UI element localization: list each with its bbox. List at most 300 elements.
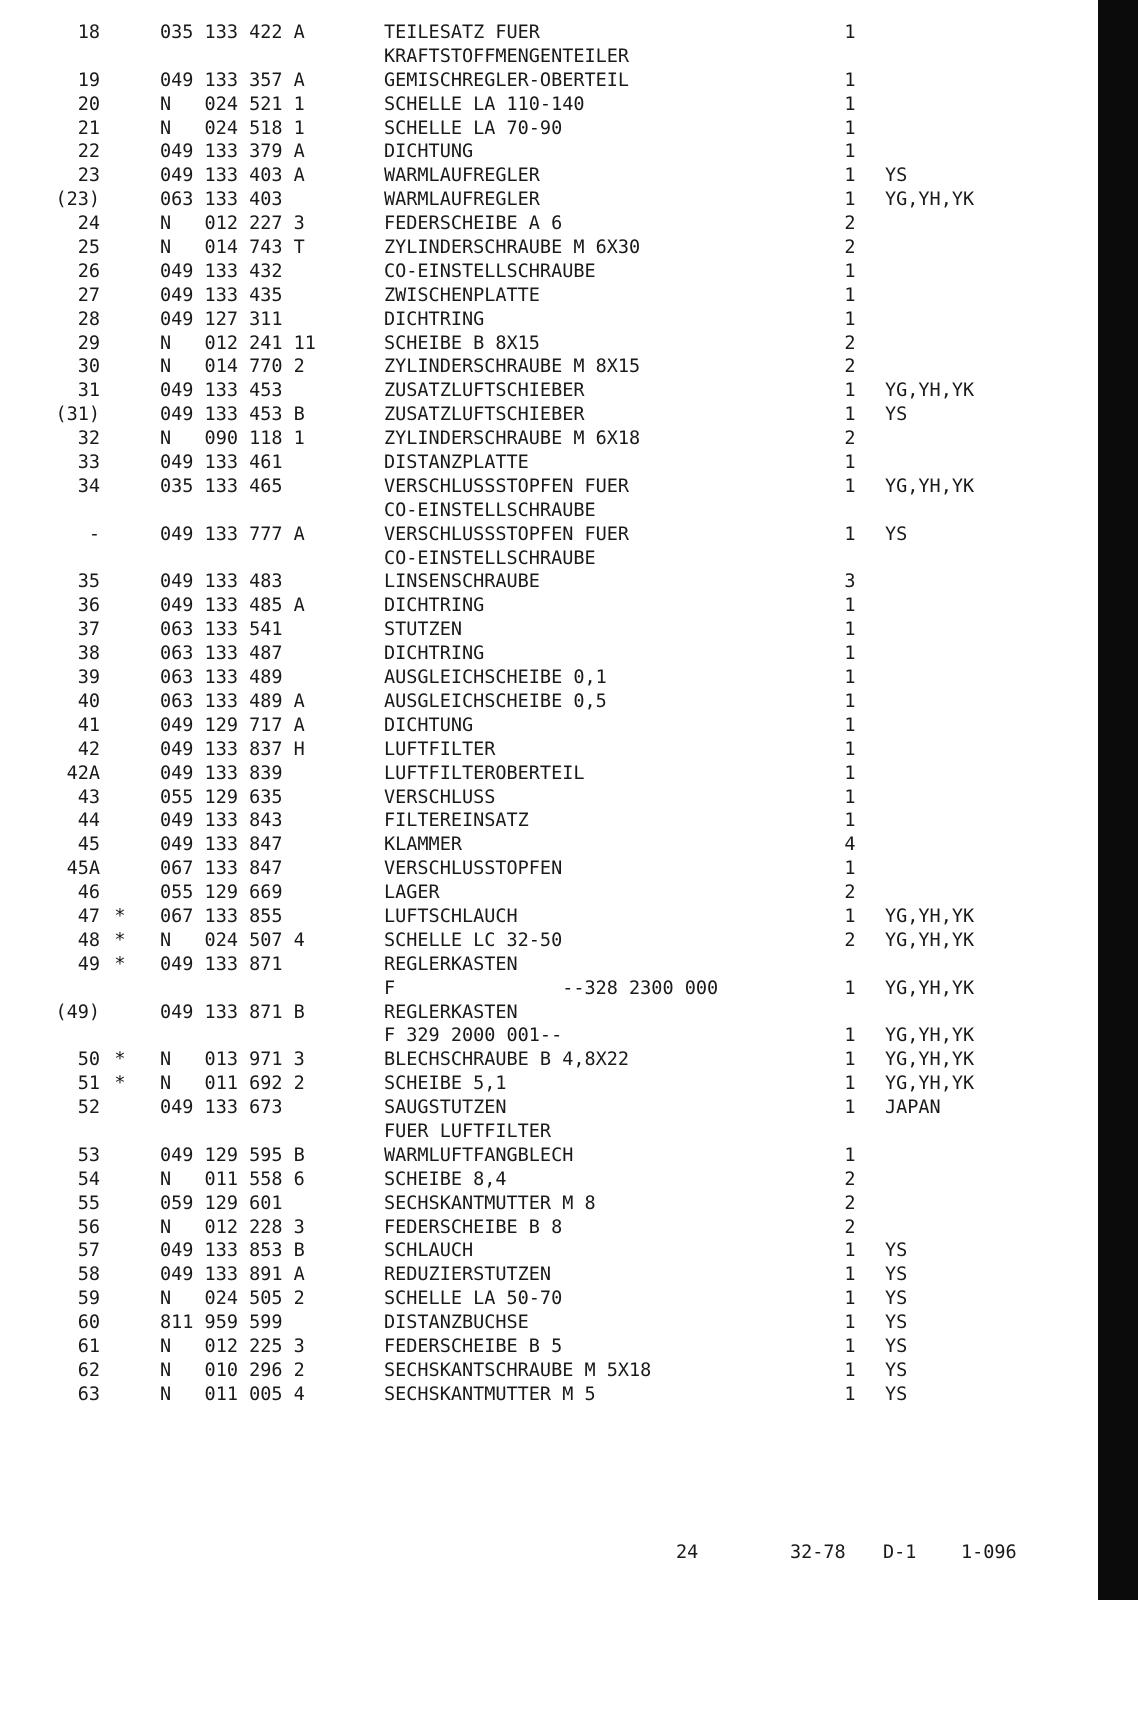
ref-number: (23) [55,189,100,211]
ref-number: 31 [77,380,100,402]
description: AUSGLEICHSCHEIBE 0,1 [384,667,607,689]
quantity: 1 [844,1240,856,1262]
table-row [0,714,1098,738]
quantity: 1 [844,595,856,617]
ref-number: 62 [77,1359,100,1381]
table-row [0,1311,1098,1335]
table-row [0,738,1098,762]
description: REDUZIERSTUTZEN [384,1264,552,1286]
ref-number: 22 [77,141,100,163]
part-number: 063 133 487 [160,643,283,665]
description: KRAFTSTOFFMENGENTEILER [384,45,630,67]
remark: YS [885,1335,908,1357]
remark: YG,YH,YK [885,189,975,211]
remark: YG,YH,YK [885,475,975,497]
part-number: N 024 518 1 [160,117,305,139]
part-number: 055 129 635 [160,786,283,808]
quantity: 1 [844,1144,856,1166]
remark: YG,YH,YK [885,1073,975,1095]
quantity: 1 [844,1097,856,1119]
table-row [0,427,1098,451]
ref-number: 57 [77,1240,100,1262]
ref-number: 32 [77,428,100,450]
part-number: 049 133 403 A [160,165,305,187]
ref-number: 27 [77,284,100,306]
description: DISTANZBUCHSE [384,1312,529,1334]
quantity: 1 [844,475,856,497]
description: ZYLINDERSCHRAUBE M 8X15 [384,356,641,378]
issue-date: 32-78 [790,1542,846,1563]
quantity: 2 [844,1216,856,1238]
part-number: N 024 521 1 [160,93,305,115]
description: SECHSKANTSCHRAUBE M 5X18 [384,1359,652,1381]
section-code: D-1 [883,1542,917,1563]
remark: YG,YH,YK [885,977,975,999]
ref-number: 42A [66,762,100,784]
quantity: 2 [844,929,856,951]
description: STUTZEN [384,619,462,641]
part-number: 049 133 673 [160,1097,283,1119]
ref-number: 47 [77,905,100,927]
remark: YS [885,1383,908,1405]
description: SCHEIBE 5,1 [384,1073,507,1095]
description: TEILESATZ FUER [384,22,540,43]
table-row [0,929,1098,953]
table-row [0,451,1098,475]
quantity: 1 [844,69,856,91]
ref-number: 54 [77,1168,100,1190]
quantity: 1 [844,643,856,665]
table-row [0,21,1098,45]
ref-number: 52 [77,1097,100,1119]
remark: YS [885,1240,908,1262]
remark: YG,YH,YK [885,380,975,402]
description: CO-EINSTELLSCHRAUBE [384,547,596,569]
remark: JAPAN [885,1097,941,1119]
part-number: 049 133 847 [160,834,283,856]
ref-number: 63 [77,1383,100,1405]
table-row [0,164,1098,188]
quantity: 1 [844,690,856,712]
quantity: 1 [844,380,856,402]
description: VERSCHLUSSSTOPFEN FUER [384,523,630,545]
description: FEDERSCHEIBE B 8 [384,1216,563,1238]
description: VERSCHLUSS [384,786,496,808]
quantity: 1 [844,189,856,211]
description: SCHELLE LC 32-50 [384,929,563,951]
description: KLAMMER [384,834,462,856]
part-number: 049 133 432 [160,260,283,282]
description: ZYLINDERSCHRAUBE M 6X18 [384,428,641,450]
table-row [0,1263,1098,1287]
table-row [0,1216,1098,1240]
remark: YS [885,404,908,426]
quantity: 1 [844,858,856,880]
part-number: 059 129 601 [160,1192,283,1214]
part-number: N 024 507 4 [160,929,305,951]
description: SCHLAUCH [384,1240,474,1262]
description: F --328 2300 000 [384,977,719,999]
part-number: 049 133 379 A [160,141,305,163]
ref-number: 50 [77,1049,100,1071]
part-number: 063 133 541 [160,619,283,641]
table-row [0,523,1098,547]
ref-number: 29 [77,332,100,354]
description: ZUSATZLUFTSCHIEBER [384,404,585,426]
part-number: 049 133 453 [160,380,283,402]
description: ZUSATZLUFTSCHIEBER [384,380,585,402]
quantity: 1 [844,1312,856,1334]
quantity: 1 [844,738,856,760]
table-row [0,355,1098,379]
description: REGLERKASTEN [384,953,518,975]
description: DISTANZPLATTE [384,452,529,474]
quantity: 1 [844,905,856,927]
description: SCHEIBE 8,4 [384,1168,507,1190]
part-number: 049 133 891 A [160,1264,305,1286]
remark: YG,YH,YK [885,1049,975,1071]
part-number: 049 133 837 H [160,738,305,760]
quantity: 1 [844,260,856,282]
quantity: 2 [844,213,856,235]
part-number: N 011 692 2 [160,1073,305,1095]
quantity: 2 [844,1192,856,1214]
part-number: 049 133 843 [160,810,283,832]
description: DICHTUNG [384,714,474,736]
table-row [0,403,1098,427]
ref-number: 28 [77,308,100,330]
part-number: 049 133 357 A [160,69,305,91]
ref-number: 21 [77,117,100,139]
ref-number: 38 [77,643,100,665]
table-row [0,666,1098,690]
part-number: 049 127 311 [160,308,283,330]
quantity: 4 [844,834,856,856]
scan-edge-bar [1098,0,1138,1600]
ref-number: 45 [77,834,100,856]
description: DICHTRING [384,595,485,617]
ref-number: 58 [77,1264,100,1286]
remark: YG,YH,YK [885,1025,975,1047]
description: ZYLINDERSCHRAUBE M 6X30 [384,237,641,259]
table-row [0,308,1098,332]
part-number: N 012 228 3 [160,1216,305,1238]
ref-number: 48 [77,929,100,951]
part-number: N 013 971 3 [160,1049,305,1071]
table-row [0,332,1098,356]
part-number: 063 133 403 [160,189,283,211]
table-row [0,140,1098,164]
ref-number: 43 [77,786,100,808]
description: LUFTFILTEROBERTEIL [384,762,585,784]
table-row [0,642,1098,666]
part-number: 049 133 871 B [160,1001,305,1023]
table-row [0,1024,1098,1048]
quantity: 1 [844,141,856,163]
table-row [0,1144,1098,1168]
quantity: 1 [844,1049,856,1071]
remark: YS [885,1312,908,1334]
part-number: 049 133 461 [160,452,283,474]
part-number: 063 133 489 A [160,690,305,712]
part-number: 055 129 669 [160,882,283,904]
ref-number: 26 [77,260,100,282]
description: SAUGSTUTZEN [384,1097,507,1119]
table-row [0,379,1098,403]
remark: YS [885,1264,908,1286]
table-row [0,690,1098,714]
description: FUER LUFTFILTER [384,1120,552,1142]
description: CO-EINSTELLSCHRAUBE [384,260,596,282]
sheet-code: 1-096 [961,1542,1017,1563]
part-number: N 014 743 T [160,237,305,259]
part-number: 049 133 839 [160,762,283,784]
quantity: 1 [844,1359,856,1381]
part-number: 049 133 777 A [160,523,305,545]
part-number: N 010 296 2 [160,1359,305,1381]
remark: YG,YH,YK [885,905,975,927]
description: VERSCHLUSSTOPFEN [384,858,563,880]
table-row [0,857,1098,881]
ref-number: 37 [77,619,100,641]
marker: * [114,905,126,927]
part-number: 063 133 489 [160,667,283,689]
ref-number: 55 [77,1192,100,1214]
part-number: 049 133 435 [160,284,283,306]
quantity: 1 [844,452,856,474]
table-row [0,1335,1098,1359]
quantity: 1 [844,1264,856,1286]
ref-number: (49) [55,1001,100,1023]
remark: YS [885,165,908,187]
ref-number: 33 [77,452,100,474]
part-number: N 011 005 4 [160,1383,305,1405]
quantity: 1 [844,22,856,43]
description: SCHELLE LA 70-90 [384,117,563,139]
ref-number: 34 [77,475,100,497]
description: ZWISCHENPLATTE [384,284,540,306]
table-row [0,809,1098,833]
marker: * [114,1049,126,1071]
description: FEDERSCHEIBE B 5 [384,1335,563,1357]
table-row [0,1001,1098,1025]
ref-number: - [88,523,100,545]
ref-number: 39 [77,667,100,689]
description: SCHEIBE B 8X15 [384,332,540,354]
quantity: 1 [844,619,856,641]
quantity: 1 [844,523,856,545]
quantity: 2 [844,1168,856,1190]
part-number: N 090 118 1 [160,428,305,450]
description: DICHTUNG [384,141,474,163]
ref-number: 53 [77,1144,100,1166]
part-number: N 024 505 2 [160,1288,305,1310]
part-number: 049 133 871 [160,953,283,975]
table-row [0,284,1098,308]
part-number: N 012 227 3 [160,213,305,235]
description: DICHTRING [384,643,485,665]
table-row [0,905,1098,929]
description: SCHELLE LA 110-140 [384,93,585,115]
table-row [0,762,1098,786]
ref-number: 40 [77,690,100,712]
quantity: 1 [844,810,856,832]
table-row [0,1239,1098,1263]
table-row [0,786,1098,810]
table-row [0,1287,1098,1311]
quantity: 1 [844,714,856,736]
description: LUFTFILTER [384,738,496,760]
quantity: 1 [844,117,856,139]
table-row [0,594,1098,618]
quantity: 1 [844,308,856,330]
marker: * [114,929,126,951]
description: LAGER [384,882,440,904]
part-number: 067 133 855 [160,905,283,927]
quantity: 1 [844,404,856,426]
table-row [0,212,1098,236]
quantity: 3 [844,571,856,593]
description: SECHSKANTMUTTER M 5 [384,1383,596,1405]
part-number: 067 133 847 [160,858,283,880]
description: WARMLAUFREGLER [384,189,540,211]
table-row [0,45,1098,69]
description: F 329 2000 001-- [384,1025,563,1047]
ref-number: 18 [77,22,100,43]
description: DICHTRING [384,308,485,330]
ref-number: 30 [77,356,100,378]
quantity: 1 [844,1383,856,1405]
remark: YS [885,1359,908,1381]
description: BLECHSCHRAUBE B 4,8X22 [384,1049,630,1071]
part-number: 035 133 465 [160,475,283,497]
table-row [0,475,1098,499]
marker: * [114,1073,126,1095]
ref-number: 49 [77,953,100,975]
table-row [0,1383,1098,1407]
remark: YS [885,523,908,545]
ref-number: 61 [77,1335,100,1357]
part-number: 049 133 485 A [160,595,305,617]
ref-number: 19 [77,69,100,91]
ref-number: 36 [77,595,100,617]
table-row [0,881,1098,905]
quantity: 1 [844,1335,856,1357]
description: LUFTSCHLAUCH [384,905,518,927]
table-row [0,1072,1098,1096]
ref-number: 23 [77,165,100,187]
table-row [0,69,1098,93]
description: GEMISCHREGLER-OBERTEIL [384,69,630,91]
quantity: 2 [844,332,856,354]
quantity: 1 [844,284,856,306]
part-number: N 012 241 11 [160,332,316,354]
ref-number: 45A [66,858,100,880]
part-number: 049 129 595 B [160,1144,305,1166]
table-row [0,188,1098,212]
table-row [0,1096,1098,1120]
part-number: 049 129 717 A [160,714,305,736]
description: LINSENSCHRAUBE [384,571,540,593]
ref-number: 35 [77,571,100,593]
table-row [0,833,1098,857]
quantity: 1 [844,667,856,689]
description: AUSGLEICHSCHEIBE 0,5 [384,690,607,712]
part-number: N 014 770 2 [160,356,305,378]
part-number: N 012 225 3 [160,1335,305,1357]
description: WARMLUFTFANGBLECH [384,1144,574,1166]
ref-number: 25 [77,237,100,259]
ref-number: 56 [77,1216,100,1238]
ref-number: 60 [77,1312,100,1334]
quantity: 2 [844,237,856,259]
quantity: 1 [844,93,856,115]
ref-number: 46 [77,882,100,904]
table-row [0,236,1098,260]
part-number: 811 959 599 [160,1312,283,1334]
quantity: 2 [844,428,856,450]
table-row [0,547,1098,571]
remark: YG,YH,YK [885,929,975,951]
table-row [0,570,1098,594]
ref-number: 20 [77,93,100,115]
description: FEDERSCHEIBE A 6 [384,213,563,235]
quantity: 1 [844,762,856,784]
part-number: 049 133 453 B [160,404,305,426]
table-row [0,499,1098,523]
table-row [0,1120,1098,1144]
description: FILTEREINSATZ [384,810,529,832]
description: SECHSKANTMUTTER M 8 [384,1192,596,1214]
table-row [0,1359,1098,1383]
description: REGLERKASTEN [384,1001,518,1023]
page-footer [0,1538,1098,1568]
table-row [0,1168,1098,1192]
part-number: N 011 558 6 [160,1168,305,1190]
part-number: 049 133 483 [160,571,283,593]
ref-number: 41 [77,714,100,736]
table-row [0,117,1098,141]
part-number: 035 133 422 A [160,22,305,43]
table-row [0,260,1098,284]
quantity: 1 [844,786,856,808]
table-row [0,1048,1098,1072]
quantity: 2 [844,882,856,904]
quantity: 1 [844,165,856,187]
parts-table [0,21,1098,1407]
table-row [0,93,1098,117]
ref-number: 42 [77,738,100,760]
page-number: 24 [676,1542,699,1563]
description: CO-EINSTELLSCHRAUBE [384,499,596,521]
ref-number: 51 [77,1073,100,1095]
quantity: 1 [844,977,856,999]
ref-number: 24 [77,213,100,235]
marker: * [114,953,126,975]
description: SCHELLE LA 50-70 [384,1288,563,1310]
remark: YS [885,1288,908,1310]
part-number: 049 133 853 B [160,1240,305,1262]
ref-number: (31) [55,404,100,426]
table-row [0,1192,1098,1216]
ref-number: 59 [77,1288,100,1310]
quantity: 1 [844,1025,856,1047]
quantity: 1 [844,1073,856,1095]
table-row [0,618,1098,642]
quantity: 2 [844,356,856,378]
ref-number: 44 [77,810,100,832]
description: WARMLAUFREGLER [384,165,540,187]
